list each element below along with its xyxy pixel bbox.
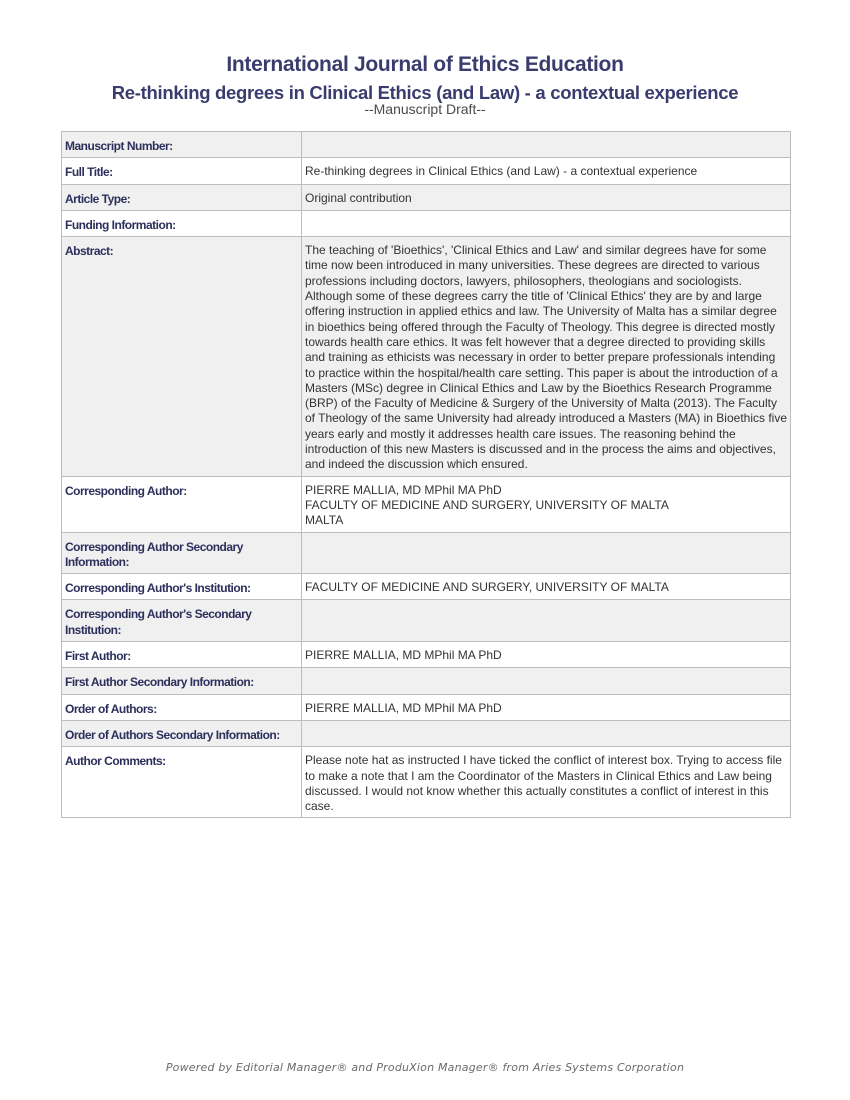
- row-corresponding-author-secondary-information: [62, 532, 791, 574]
- corresponding-author-secondary-information-label: Corresponding Author Secondary Information:: [62, 532, 302, 574]
- draft-label: --Manuscript Draft--: [364, 101, 486, 117]
- abstract-value: The teaching of 'Bioethics', 'Clinical Ethics and Law' and similar degrees have for some time now been introduced in many universities. These degrees are directed to various professions including doctors, lawyers, philosophers, theologians and sociologists. Although some of these degrees carry the title of 'Clinical Ethics' they are by and large offering instruction in applied ethics and law. The University of Malta has a similar degree in bioethics being offered through the Faculty of Theology. This degree is directed mostly towards health care ethics. It was felt however that a degree directed to providing skills and training as ethicists was necessary in order to better prepare professionals intending to practice within the hospital/health care setting. This paper is about the introduction of a Masters (MSc) degree in Clinical Ethics and Law by the Bioethics Research Programme (BRP) of the Faculty of Medicine & Surgery of the University of Malta (2013). The Faculty of Theology of the same University had already introduced a Masters (MA) in Bioethics five years early and mostly it addresses health care issues. The reasoning behind the introduction of this new Masters is discussed and in the process the aims and objectives, and indeed the discussion which ensured.: [302, 237, 791, 476]
- corresponding-author-label: Corresponding Author:: [62, 476, 302, 532]
- first-author-label: First Author:: [62, 642, 302, 668]
- article-type-value: Original contribution: [302, 184, 791, 210]
- row-article-type: [62, 184, 791, 210]
- row-first-author-secondary-information: [62, 668, 791, 694]
- corresponding-author-institution-label: Corresponding Author's Institution:: [62, 574, 302, 600]
- row-order-of-authors: [62, 694, 791, 720]
- row-corresponding-author-secondary-institution: [62, 600, 791, 642]
- row-author-comments: [62, 747, 791, 818]
- corresponding-author-institution-value: FACULTY OF MEDICINE AND SURGERY, UNIVERSITY OF MALTA: [302, 574, 791, 600]
- article-type-label: Article Type:: [62, 184, 302, 210]
- abstract-label: Abstract:: [62, 237, 302, 476]
- corresponding-author-country: MALTA: [305, 513, 344, 528]
- row-order-of-authors-secondary-information: [62, 720, 791, 746]
- order-of-authors-value: PIERRE MALLIA, MD MPhil MA PhD: [302, 694, 791, 720]
- row-funding-information: [62, 210, 791, 236]
- full-title-value: Re-thinking degrees in Clinical Ethics (and Law) - a contextual experience: [302, 158, 791, 184]
- document-header: [0, 52, 850, 116]
- row-corresponding-author: [62, 476, 791, 532]
- row-full-title: [62, 158, 791, 184]
- order-of-authors-secondary-information-value: [302, 720, 791, 746]
- row-manuscript-number: [62, 132, 791, 158]
- order-of-authors-label: Order of Authors:: [62, 694, 302, 720]
- journal-title: International Journal of Ethics Education: [226, 53, 624, 76]
- manuscript-metadata-table: [61, 131, 791, 818]
- first-author-secondary-information-value: [302, 668, 791, 694]
- corresponding-author-secondary-institution-label: Corresponding Author's Secondary Institution:: [62, 600, 302, 642]
- row-first-author: [62, 642, 791, 668]
- footer-powered-by: Powered by Editorial Manager® and ProduXion Manager® from Aries Systems Corporation: [165, 1061, 685, 1074]
- full-title-label: Full Title:: [62, 158, 302, 184]
- paper-title: Re-thinking degrees in Clinical Ethics (and Law) - a contextual experience: [111, 82, 739, 103]
- funding-information-label: Funding Information:: [62, 210, 302, 236]
- corresponding-author-faculty: FACULTY OF MEDICINE AND SURGERY, UNIVERSITY OF MALTA: [305, 497, 669, 512]
- row-corresponding-author-institution: [62, 574, 791, 600]
- first-author-secondary-information-label: First Author Secondary Information:: [62, 668, 302, 694]
- funding-information-value: [302, 210, 791, 236]
- author-comments-value: Please note hat as instructed I have ticked the conflict of interest box. Trying to access file to make a note that I am the Coordinator of the Masters in Clinical Ethics and Law being discussed. I would not know whether this actually constitutes a conflict of interest in this case.: [302, 747, 791, 818]
- manuscript-number-label: Manuscript Number:: [62, 132, 302, 158]
- corresponding-author-secondary-information-value: [302, 532, 791, 574]
- row-abstract: [62, 237, 791, 476]
- author-comments-label: Author Comments:: [62, 747, 302, 818]
- first-author-value: PIERRE MALLIA, MD MPhil MA PhD: [302, 642, 791, 668]
- corresponding-author-secondary-institution-value: [302, 600, 791, 642]
- corresponding-author-value: [302, 476, 791, 532]
- order-of-authors-secondary-information-label: Order of Authors Secondary Information:: [62, 720, 302, 746]
- corresponding-author-name: PIERRE MALLIA, MD MPhil MA PhD: [305, 482, 502, 497]
- manuscript-number-value: [302, 132, 791, 158]
